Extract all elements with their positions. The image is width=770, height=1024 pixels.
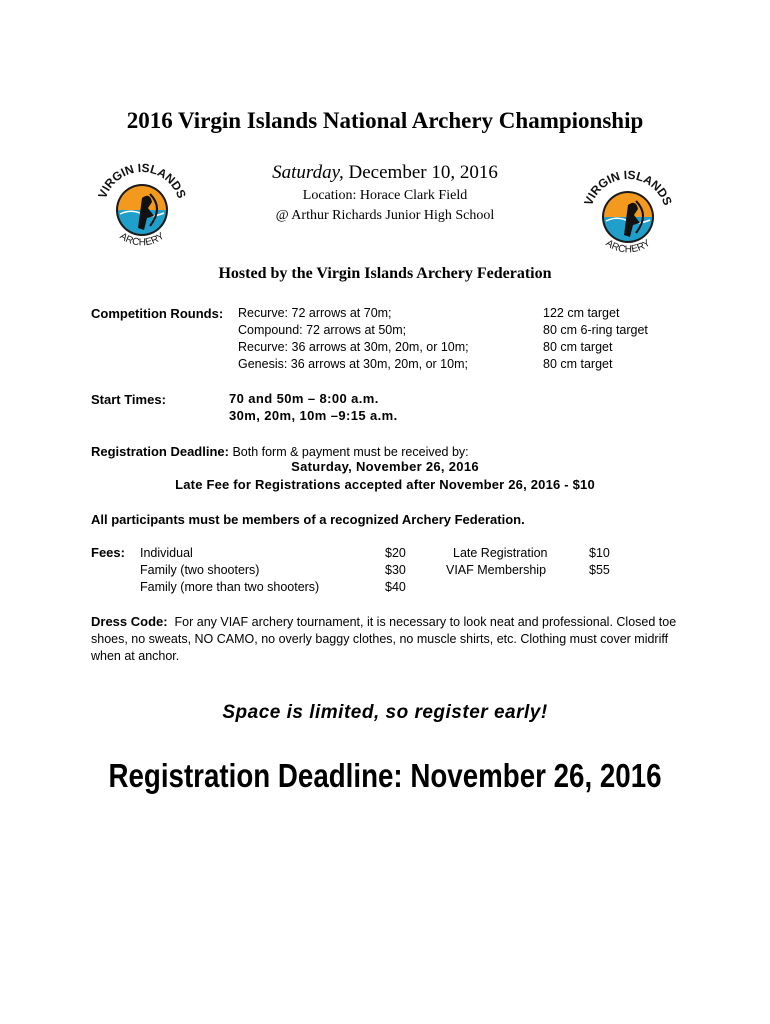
round-target: 80 cm target: [543, 357, 613, 371]
extra-fee-name: Late Registration: [453, 546, 548, 560]
competition-rounds-label: Competition Rounds:: [91, 306, 224, 321]
event-location: Location: Horace Clark Field: [302, 188, 468, 203]
round-item: Compound: 72 arrows at 50m;: [238, 323, 407, 337]
fee-item-name: Family (two shooters): [140, 563, 260, 577]
registration-deadline-text: Both form & payment must be received by:: [228, 445, 469, 459]
event-venue: @ Arthur Richards Junior High School: [275, 208, 495, 223]
fees-label: Fees:: [91, 545, 125, 560]
round-target: 122 cm target: [543, 306, 620, 320]
round-item: Recurve: 36 arrows at 30m, 20m, or 10m;: [238, 340, 469, 354]
event-day: Saturday,: [272, 162, 344, 183]
svg-text:ARCHERY: ARCHERY: [117, 230, 167, 249]
registration-deadline-label: Registration Deadline:: [91, 444, 229, 459]
start-time: 30m, 20m, 10m –9:15 a.m.: [229, 408, 398, 423]
start-time: 70 and 50m – 8:00 a.m.: [229, 391, 379, 406]
round-item: Recurve: 72 arrows at 70m;: [238, 306, 392, 320]
virgin-islands-archery-logo: [92, 158, 192, 258]
svg-text:VIRGIN ISLANDS: VIRGIN ISLANDS: [581, 167, 675, 208]
extra-fee-amount: $10: [589, 546, 610, 560]
svg-text:ARCHERY: ARCHERY: [603, 237, 653, 256]
fee-item-amount: $40: [385, 580, 406, 594]
fee-item-amount: $30: [385, 563, 406, 577]
extra-fee-amount: $55: [589, 563, 610, 577]
fee-item-amount: $20: [385, 546, 406, 560]
registration-date: Saturday, November 26, 2016: [291, 459, 479, 474]
late-fee-note: Late Fee for Registrations accepted after November 26, 2016 - $10: [175, 477, 595, 492]
dress-code-label: Dress Code:: [91, 614, 168, 629]
event-title: 2016 Virgin Islands National Archery Championship: [126, 108, 644, 133]
hosted-by: Hosted by the Virgin Islands Archery Federation: [218, 265, 552, 282]
svg-text:VIRGIN ISLANDS: VIRGIN ISLANDS: [95, 160, 189, 201]
space-limited-note: Space is limited, so register early!: [222, 702, 548, 723]
fee-item-name: Individual: [140, 546, 193, 560]
membership-note: All participants must be members of a recognized Archery Federation.: [91, 512, 525, 527]
dress-code-text: For any VIAF archery tournament, it is necessary to look neat and professional. Closed toe shoes, no sweats, NO CAMO, no overly baggy clothes, no muscle shirts, etc. Clothing must cover midriff when at anchor.: [91, 615, 680, 663]
round-target: 80 cm 6-ring target: [543, 323, 648, 337]
registration-deadline-banner: Registration Deadline: November 26, 2016: [108, 757, 662, 794]
event-date-text: December 10, 2016: [343, 162, 498, 183]
extra-fee-name: VIAF Membership: [446, 563, 547, 577]
dress-code: [91, 613, 691, 665]
fee-item-name: Family (more than two shooters): [140, 580, 320, 594]
round-target: 80 cm target: [543, 340, 613, 354]
virgin-islands-archery-logo: [578, 165, 678, 265]
start-times-label: Start Times:: [91, 392, 166, 407]
round-item: Genesis: 36 arrows at 30m, 20m, or 10m;: [238, 357, 468, 371]
